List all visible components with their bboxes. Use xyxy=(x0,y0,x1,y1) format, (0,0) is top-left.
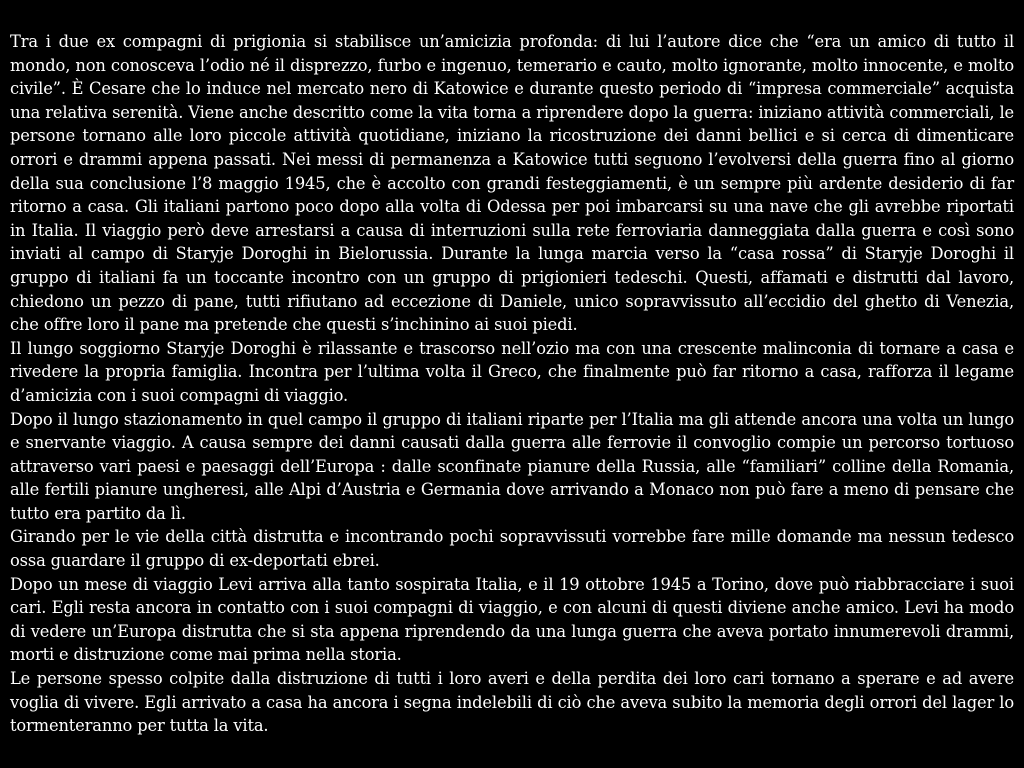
paragraph-3: Dopo il lungo stazionamento in quel campo il gruppo di italiani riparte per l’Italia ma gli attende ancora una volta un lungo e snervante viaggio. A causa sempre dei danni causati dalla guerra alle ferrovie il convoglio compie un percorso tortuoso attraverso vari paesi e paesaggi dell’Europa : dalle sconfinate pianure della Russia, alle “familiari” colline della Romania, alle fertili pianure ungheresi, alle Alpi d’Austria e Germania dove arrivando a Monaco non può fare a meno di pensare che tutto era partito da lì. xyxy=(10,409,1014,523)
paragraph-2: Il lungo soggiorno Staryje Doroghi è rilassante e trascorso nell’ozio ma con una crescente malinconia di tornare a casa e rivedere la propria famiglia. Incontra per l’ultima volta il Greco, che finalmente può far ritorno a casa, rafforza il legame d’amicizia con i suoi compagni di viaggio. xyxy=(10,338,1014,405)
paragraph-1: Tra i due ex compagni di prigionia si stabilisce un’amicizia profonda: di lui l’autore dice che “era un amico di tutto il mondo, non conosceva l’odio né il disprezzo, furbo e ingenuo, temerario e cauto, molto ignorante, molto innocente, e molto civile”. È Cesare che lo induce nel mercato nero di Katowice e durante questo periodo di “impresa commerciale” acquista una relativa serenità. Viene anche descritto come la vita torna a riprendere dopo la guerra: iniziano attività commerciali, le persone tornano alle loro piccole attività quotidiane, iniziano la ricostruzione dei danni bellici e si cerca di dimenticare orrori e drammi appena passati. Nei messi di permanenza a Katowice tutti seguono l’evolversi della guerra fino al giorno della sua conclusione l’8 maggio 1945, che è accolto con grandi festeggiamenti, è un sempre più ardente desiderio di far ritorno a casa. Gli italiani partono poco dopo alla volta di Odessa per poi imbarcarsi su una nave che gli avrebbe riportati in Italia. Il viaggio però deve arrestarsi a causa di interruzioni sulla rete ferroviaria danneggiata dalla guerra e così sono inviati al campo di Staryje Doroghi in Bielorussia. Durante la lunga marcia verso la “casa rossa” di Staryje Doroghi il gruppo di italiani fa un toccante incontro con un gruppo di prigionieri tedeschi. Questi, affamati e distrutti dal lavoro, chiedono un pezzo di pane, tutti rifiutano ad eccezione di Daniele, unico sopravvissuto all’eccidio del ghetto di Venezia, che offre loro il pane ma pretende che questi s’inchinino ai suoi piedi. xyxy=(10,32,1014,335)
paragraph-6: Le persone spesso colpite dalla distruzione di tutti i loro averi e della perdita dei loro cari tornano a sperare e ad avere voglia di vivere. Egli arrivato a casa ha ancora i segna indelebili di ciò che aveva subito la memoria degli orrori del lager lo tormenteranno per tutta la vita. xyxy=(10,669,1014,736)
paragraph-4: Girando per le vie della città distrutta e incontrando pochi sopravvissuti vorrebbe fare mille domande ma nessun tedesco ossa guardare il gruppo di ex-deportati ebrei. xyxy=(10,527,1014,571)
paragraph-5: Dopo un mese di viaggio Levi arriva alla tanto sospirata Italia, e il 19 ottobre 1945 a Torino, dove può riabbracciare i suoi cari. Egli resta ancora in contatto con i suoi compagni di viaggio, e con alcuni di questi diviene anche amico. Levi ha modo di vedere un’Europa distrutta che si sta appena riprendendo da una lunga guerra che aveva portato innumerevoli drammi, morti e distruzione come mai prima nella storia. xyxy=(10,574,1014,665)
text-body xyxy=(10,30,1014,738)
